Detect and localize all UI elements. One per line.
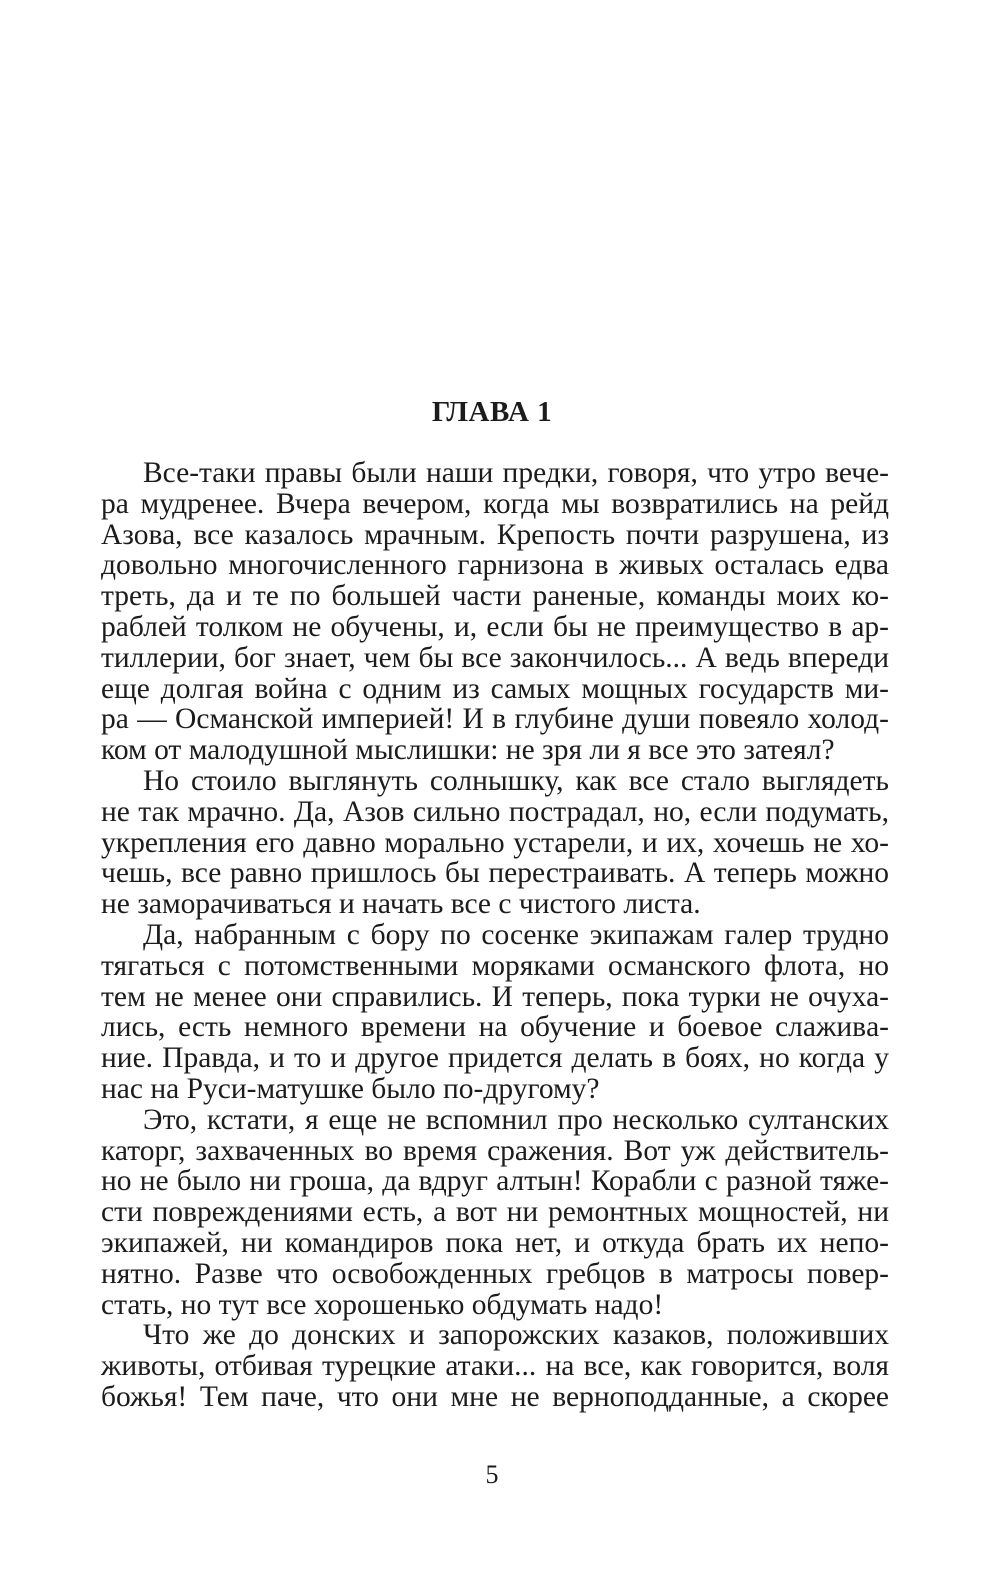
text-line: лись, есть немного времени на обучение и боевое слаживa- bbox=[101, 1011, 889, 1044]
text-line: тиллерии, бог знает, чем бы все закончилось... А ведь впереди bbox=[101, 641, 889, 674]
text-line: Азова, все казалось мрачным. Крепость почти разрушена, из bbox=[101, 518, 889, 551]
text-line: экипажей, ни командиров пока нет, и откуда брать их непо- bbox=[101, 1226, 889, 1259]
paragraph bbox=[101, 920, 889, 1105]
text-line: Это, кстати, я еще не вспомнил про несколько султанских bbox=[143, 1103, 889, 1136]
text-line: нятно. Разве что освобожденных гребцов в матросы повер- bbox=[101, 1257, 889, 1290]
text-line: Что же до донских и запорожских казаков, положивших bbox=[143, 1319, 889, 1352]
paragraph bbox=[101, 1105, 889, 1321]
text-line: стать, но тут все хорошенько обдумать надо! bbox=[101, 1288, 664, 1321]
text-line: Да, набранным с бору по сосенке экипажам галер трудно bbox=[143, 918, 889, 951]
page-number: 5 bbox=[485, 1460, 499, 1489]
text-line: треть, да и те по большей части раненые, команды моих ко- bbox=[101, 580, 889, 613]
paragraph bbox=[101, 766, 889, 920]
text-line: Но стоило выглянуть солнышку, как все стало выглядеть bbox=[143, 764, 889, 797]
text-line: божья! Тем паче, что они мне не верноподданные, а скорее bbox=[101, 1380, 889, 1413]
text-line: не заморачиваться и начать все с чистого листа. bbox=[101, 888, 701, 921]
text-line: каторг, захваченных во время сражения. Вот уж действитель- bbox=[101, 1134, 889, 1167]
text-line: довольно многочисленного гарнизона в живых осталась едва bbox=[101, 549, 889, 582]
text-line: тягаться с потомственными моряками османского флота, но bbox=[101, 949, 889, 982]
chapter-title: ГЛАВА 1 bbox=[431, 396, 553, 428]
text-line: тем не менее они справились. И теперь, пока турки не очуха- bbox=[101, 980, 889, 1013]
text-line: чешь, все равно пришлось бы перестраивать. А теперь можно bbox=[101, 857, 889, 890]
text-line: сти повреждениями есть, а вот ни ремонтных мощностей, ни bbox=[101, 1196, 889, 1229]
text-line: не так мрачно. Да, Азов сильно пострадал, но, если подумать, bbox=[101, 795, 889, 828]
body-text bbox=[101, 458, 889, 1413]
text-line: ние. Правда, и то и другое придется делать в боях, но когда у bbox=[101, 1042, 889, 1075]
text-line: животы, отбивая турецкие атаки... на все, как говорится, воля bbox=[101, 1350, 889, 1383]
paragraph bbox=[101, 458, 889, 766]
text-line: ком от малодушной мыслишки: не зря ли я все это затеял? bbox=[101, 734, 835, 767]
text-line: еще долгая война с одним из самых мощных государств ми- bbox=[101, 672, 889, 705]
text-line: Все-таки правы были наши предки, говоря, что утро вече- bbox=[143, 457, 889, 489]
text-line: ра мудренее. Вчера вечером, когда мы возвратились на рейд bbox=[101, 487, 889, 520]
text-line: раблей толком не обучены, и, если бы не преимущество в ар- bbox=[101, 610, 889, 643]
text-line: ра — Османской империей! И в глубине души повеяло холод- bbox=[101, 703, 889, 736]
paragraph bbox=[101, 1320, 889, 1412]
text-line: укрепления его давно морально устарели, и их, хочешь не хо- bbox=[101, 826, 889, 859]
text-line: но не было ни гроша, да вдруг алтын! Корабли с разной тяже- bbox=[101, 1165, 889, 1198]
text-line: нас на Руси-матушке было по-другому? bbox=[101, 1072, 600, 1105]
